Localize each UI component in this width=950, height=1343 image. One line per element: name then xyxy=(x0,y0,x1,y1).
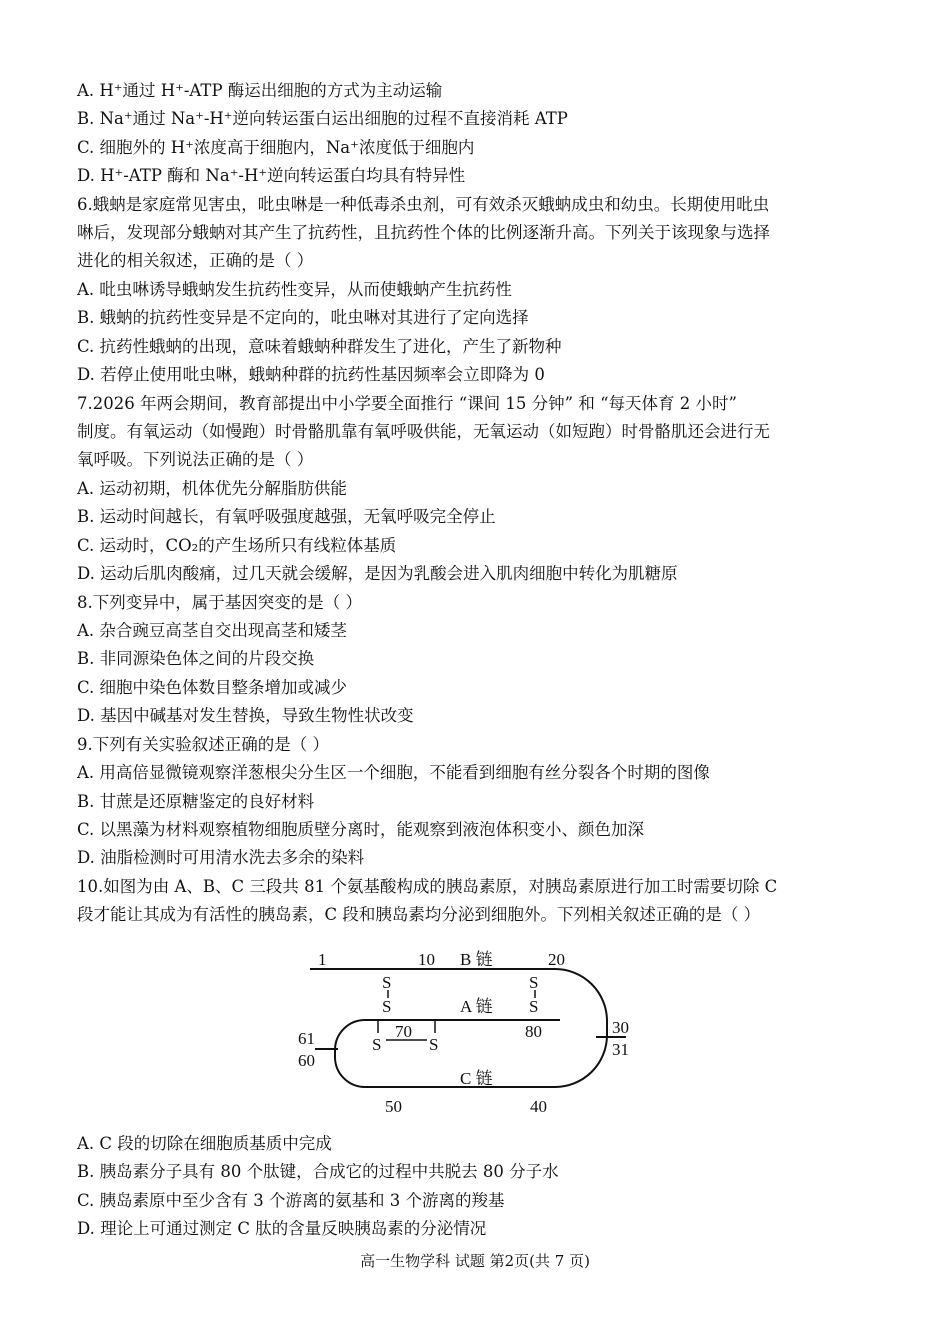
q6-stem-line3: 进化的相关叙述，正确的是（ ） xyxy=(77,251,314,270)
label-70: 70 xyxy=(395,1022,412,1041)
q7-stem-line3: 氧呼吸。下列说法正确的是（ ） xyxy=(77,450,314,469)
q7-option-a: A. 运动初期，机体优先分解脂肪供能 xyxy=(77,479,347,498)
label-31: 31 xyxy=(612,1040,629,1059)
chain-path xyxy=(310,969,607,1087)
q6-option-b: B. 蛾蚋的抗药性变异是不定向的，吡虫啉对其进行了定向选择 xyxy=(77,308,529,327)
label-20: 20 xyxy=(548,950,565,969)
q5-option-b: B. Na⁺通过 Na⁺-H⁺逆向转运蛋白运出细胞的过程不直接消耗 ATP xyxy=(77,109,568,128)
q10-option-c: C. 胰岛素原中至少含有 3 个游离的氨基和 3 个游离的羧基 xyxy=(77,1191,505,1210)
label-s: S xyxy=(372,1035,382,1054)
label-50: 50 xyxy=(385,1097,402,1116)
q7-stem-line2: 制度。有氧运动（如慢跑）时骨骼肌靠有氧呼吸供能，无氧运动（如短跑）时骨骼肌还会进行无 xyxy=(77,422,770,441)
q7-option-c: C. 运动时，CO₂的产生场所只有线粒体基质 xyxy=(77,536,397,555)
q9-option-a: A. 用高倍显微镜观察洋葱根尖分生区一个细胞，不能看到细胞有丝分裂各个时期的图像 xyxy=(77,763,710,782)
q8-option-b: B. 非同源染色体之间的片段交换 xyxy=(77,649,315,668)
label-s: S xyxy=(529,973,539,992)
q8-option-a: A. 杂合豌豆高茎自交出现高茎和矮茎 xyxy=(77,621,347,640)
q10-option-b: B. 胰岛素分子具有 80 个肽键，合成它的过程中共脱去 80 分子水 xyxy=(77,1162,559,1181)
label-1: 1 xyxy=(318,950,327,969)
label-c-chain: C 链 xyxy=(460,1069,493,1088)
proinsulin-diagram xyxy=(290,940,650,1120)
label-s: S xyxy=(429,1035,439,1054)
q7-stem-line1: 7.2026 年两会期间，教育部提出中小学要全面推行 “课间 15 分钟” 和 “每天体育 2 小时” xyxy=(77,394,737,413)
q10-option-a: A. C 段的切除在细胞质基质中完成 xyxy=(77,1134,332,1153)
q10-option-d: D. 理论上可通过测定 C 肽的含量反映胰岛素的分泌情况 xyxy=(77,1219,487,1238)
q6-option-c: C. 抗药性蛾蚋的出现，意味着蛾蚋种群发生了进化，产生了新物种 xyxy=(77,337,562,356)
q7-option-d: D. 运动后肌肉酸痛，过几天就会缓解，是因为乳酸会进入肌肉细胞中转化为肌糖原 xyxy=(77,564,678,583)
label-10: 10 xyxy=(418,950,435,969)
label-40: 40 xyxy=(530,1097,547,1116)
q8-stem: 8.下列变异中，属于基因突变的是（ ） xyxy=(77,593,362,612)
q6-stem-line1: 6.蛾蚋是家庭常见害虫，吡虫啉是一种低毒杀虫剂，可有效杀灭蛾蚋成虫和幼虫。长期使用吡虫 xyxy=(77,195,770,214)
q8-option-c: C. 细胞中染色体数目整条增加或减少 xyxy=(77,678,348,697)
label-30: 30 xyxy=(612,1018,629,1037)
q5-option-c: C. 细胞外的 H⁺浓度高于细胞内，Na⁺浓度低于细胞内 xyxy=(77,138,475,157)
label-s: S xyxy=(382,997,392,1016)
q5-option-d: D. H⁺-ATP 酶和 Na⁺-H⁺逆向转运蛋白均具有特异性 xyxy=(77,166,466,185)
page-footer: 高一生物学科 试题 第2页(共 7 页) xyxy=(360,1252,590,1270)
q6-option-d: D. 若停止使用吡虫啉，蛾蚋种群的抗药性基因频率会立即降为 0 xyxy=(77,365,545,384)
q6-option-a: A. 吡虫啉诱导蛾蚋发生抗药性变异，从而使蛾蚋产生抗药性 xyxy=(77,280,512,299)
q9-option-c: C. 以黑藻为材料观察植物细胞质壁分离时，能观察到液泡体积变小、颜色加深 xyxy=(77,820,645,839)
label-b-chain: B 链 xyxy=(460,950,493,969)
q9-stem: 9.下列有关实验叙述正确的是（ ） xyxy=(77,735,329,754)
q7-option-b: B. 运动时间越长，有氧呼吸强度越强，无氧呼吸完全停止 xyxy=(77,507,496,526)
q9-option-d: D. 油脂检测时可用清水洗去多余的染料 xyxy=(77,848,365,867)
q6-stem-line2: 啉后，发现部分蛾蚋对其产生了抗药性，且抗药性个体的比例逐渐升高。下列关于该现象与选择 xyxy=(77,223,770,242)
q8-option-d: D. 基因中碱基对发生替换，导致生物性状改变 xyxy=(77,706,414,725)
q10-stem-line2: 段才能让其成为有活性的胰岛素，C 段和胰岛素均分泌到细胞外。下列相关叙述正确的是（ ） xyxy=(77,905,761,924)
label-80: 80 xyxy=(525,1022,542,1041)
label-61: 61 xyxy=(298,1029,315,1048)
q5-option-a: A. H⁺通过 H⁺-ATP 酶运出细胞的方式为主动运输 xyxy=(77,81,443,100)
q9-option-b: B. 甘蔗是还原糖鉴定的良好材料 xyxy=(77,792,315,811)
label-s: S xyxy=(382,973,392,992)
label-60: 60 xyxy=(298,1051,315,1070)
q10-stem-line1: 10.如图为由 A、B、C 三段共 81 个氨基酸构成的胰岛素原，对胰岛素原进行加工时需要切除 C xyxy=(77,877,778,896)
label-a-chain: A 链 xyxy=(460,997,493,1016)
label-s: S xyxy=(529,997,539,1016)
